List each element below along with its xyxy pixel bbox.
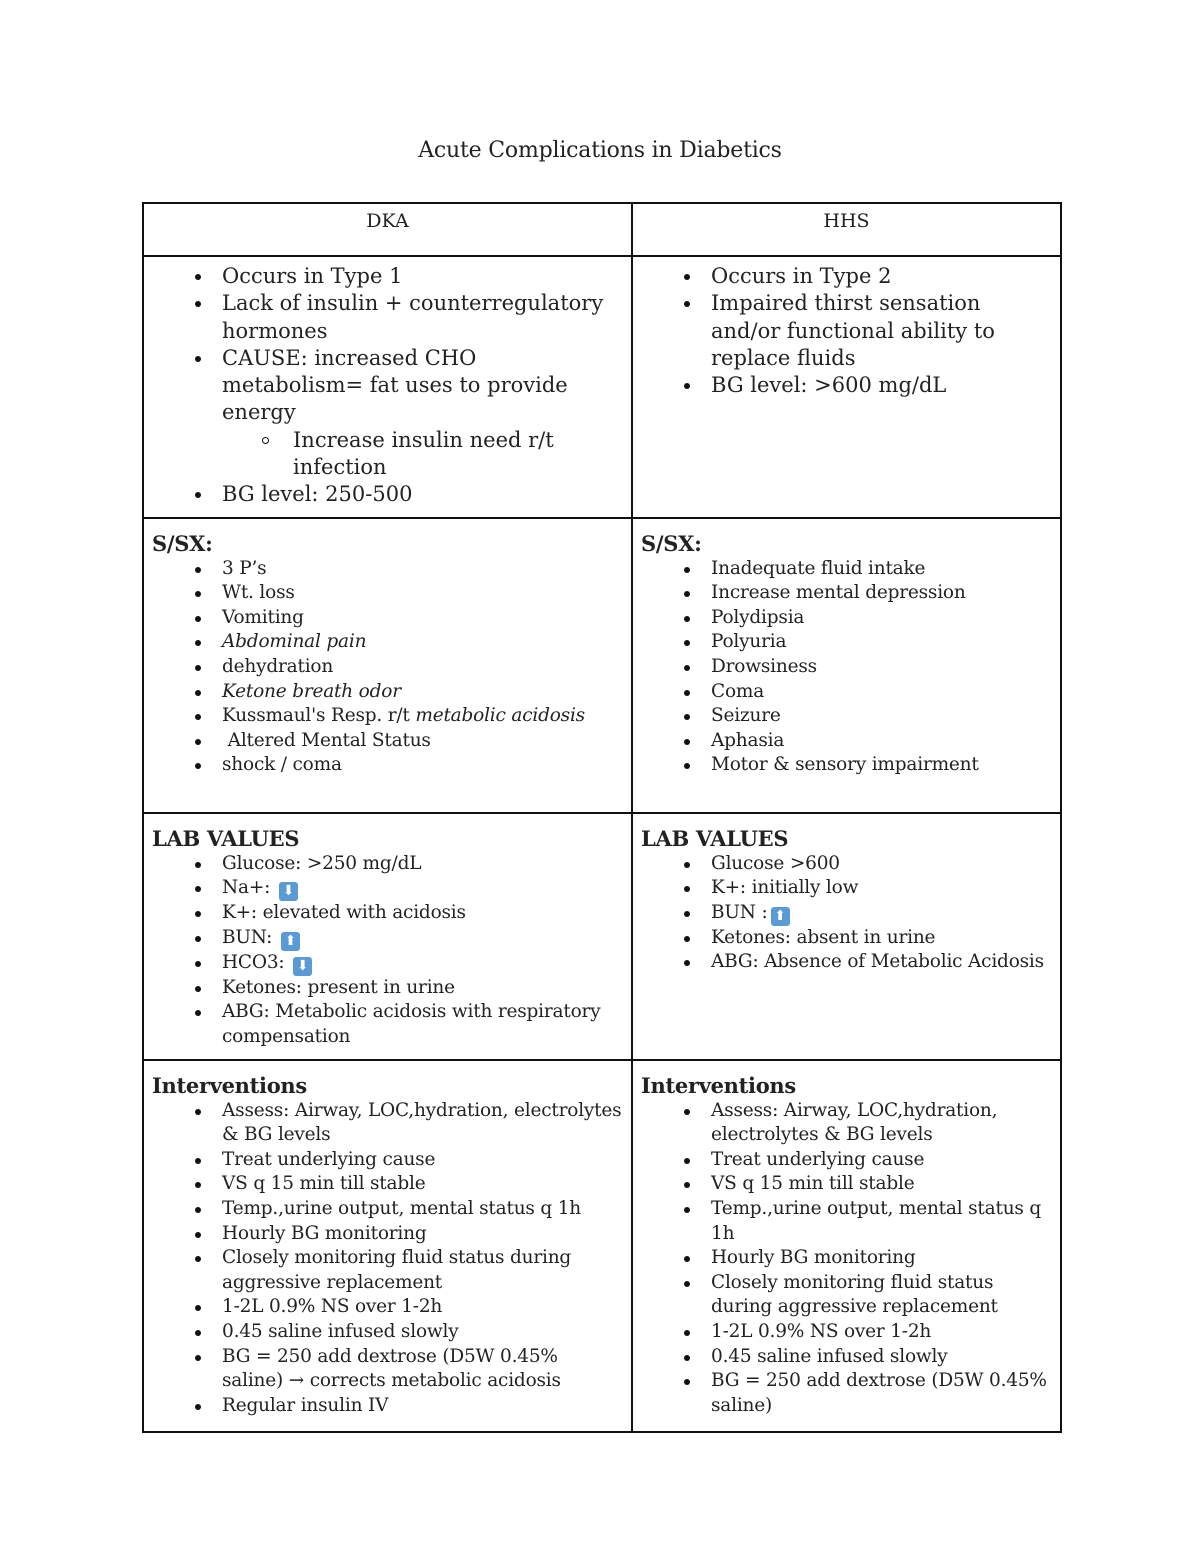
list-item: 0.45 saline infused slowly [641, 1345, 1052, 1370]
item-text: BUN : [711, 901, 768, 923]
list-item: Occurs in Type 1 [152, 263, 623, 290]
list-item [641, 901, 1052, 926]
list-item: Glucose: >250 mg/dL [152, 852, 623, 877]
item-text: HCO3: [222, 951, 291, 973]
list-item [152, 951, 623, 976]
list-item: Closely monitoring fluid status during aggressive replacement [152, 1246, 623, 1295]
hhs-ssx-cell [632, 518, 1061, 813]
list-item: CAUSE: increased CHO metabolism= fat uses to provide energy [152, 345, 623, 427]
list-item: Ketone breath odor [152, 680, 623, 705]
hhs-labs-list [641, 852, 1052, 975]
section-title: Interventions [641, 1072, 796, 1098]
interventions-row [143, 1060, 1061, 1432]
list-item: Temp.,urine output, mental status q 1h [641, 1197, 1052, 1246]
list-item: Seizure [641, 704, 1052, 729]
section-title: S/SX: [152, 530, 213, 556]
list-item: 1-2L 0.9% NS over 1-2h [152, 1295, 623, 1320]
arrow-down-icon: ⬇ [279, 882, 298, 901]
list-item: Occurs in Type 2 [641, 263, 1052, 290]
list-item: Assess: Airway, LOC,hydration, electrolytes & BG levels [152, 1099, 623, 1148]
hhs-header: HHS [632, 203, 1061, 256]
item-text: Kussmaul's Resp. r/t [222, 705, 416, 727]
list-item: dehydration [152, 655, 623, 680]
list-item: Abdominal pain [152, 630, 623, 655]
list-item: 3 P’s [152, 557, 623, 582]
arrow-down-icon: ⬇ [293, 957, 312, 976]
section-title: LAB VALUES [152, 825, 300, 851]
dka-overview-list [152, 263, 623, 509]
list-item: Regular insulin IV [152, 1394, 623, 1419]
dka-ssx-cell [143, 518, 632, 813]
hhs-interventions-cell [632, 1060, 1061, 1432]
list-item: Ketones: present in urine [152, 976, 623, 1001]
section-title: S/SX: [641, 530, 702, 556]
list-item: Treat underlying cause [152, 1148, 623, 1173]
list-item: BG = 250 add dextrose (D5W 0.45% saline) [641, 1369, 1052, 1418]
list-item: ABG: Metabolic acidosis with respiratory compensation [152, 1000, 623, 1049]
list-item: Coma [641, 680, 1052, 705]
hhs-ssx-list [641, 557, 1052, 778]
list-item: Increase mental depression [641, 581, 1052, 606]
arrow-up-icon: ⬆ [281, 932, 300, 951]
dka-overview-cell [143, 256, 632, 518]
comparison-table [142, 202, 1062, 1433]
list-item [152, 704, 623, 729]
arrow-up-icon: ⬆ [771, 907, 790, 926]
dka-labs-cell [143, 813, 632, 1060]
section-title: Interventions [152, 1072, 307, 1098]
list-item: Hourly BG monitoring [641, 1246, 1052, 1271]
list-item: Ketones: absent in urine [641, 926, 1052, 951]
list-item: Altered Mental Status [152, 729, 623, 754]
list-item: BG level: 250-500 [152, 481, 623, 508]
section-title: LAB VALUES [641, 825, 789, 851]
hhs-overview-list [641, 263, 1052, 399]
list-item: VS q 15 min till stable [152, 1172, 623, 1197]
item-text-italic: metabolic acidosis [415, 705, 585, 727]
list-item: Drowsiness [641, 655, 1052, 680]
list-item: Polydipsia [641, 606, 1052, 631]
list-item: Polyuria [641, 630, 1052, 655]
list-item: Aphasia [641, 729, 1052, 754]
list-item: Temp.,urine output, mental status q 1h [152, 1197, 623, 1222]
list-item: Treat underlying cause [641, 1148, 1052, 1173]
hhs-overview-cell [632, 256, 1061, 518]
list-item: Lack of insulin + counterregulatory hormones [152, 290, 623, 345]
page-title: Acute Complications in Diabetics [418, 138, 782, 163]
list-item: VS q 15 min till stable [641, 1172, 1052, 1197]
list-item: BG level: >600 mg/dL [641, 372, 1052, 399]
list-item: 0.45 saline infused slowly [152, 1320, 623, 1345]
dka-interventions-list [152, 1099, 623, 1419]
hhs-interventions-list [641, 1099, 1052, 1419]
item-text: BUN: [222, 926, 278, 948]
list-item: 1-2L 0.9% NS over 1-2h [641, 1320, 1052, 1345]
hhs-labs-cell [632, 813, 1061, 1060]
list-item [152, 876, 623, 901]
dka-interventions-cell [143, 1060, 632, 1432]
dka-labs-list [152, 852, 623, 1050]
lab-values-row [143, 813, 1061, 1060]
list-item: K+: elevated with acidosis [152, 901, 623, 926]
list-item: shock / coma [152, 753, 623, 778]
list-item: Motor & sensory impairment [641, 753, 1052, 778]
list-item: ABG: Absence of Metabolic Acidosis [641, 950, 1052, 975]
list-item: Inadequate fluid intake [641, 557, 1052, 582]
header-row [143, 203, 1061, 256]
list-item: Wt. loss [152, 581, 623, 606]
list-item: K+: initially low [641, 876, 1052, 901]
dka-header: DKA [143, 203, 632, 256]
list-item: Impaired thirst sensation and/or functional ability to replace fluids [641, 290, 1052, 372]
signs-symptoms-row [143, 518, 1061, 813]
list-item: Glucose >600 [641, 852, 1052, 877]
list-item: Closely monitoring fluid status during aggressive replacement [641, 1271, 1052, 1320]
overview-row [143, 256, 1061, 518]
dka-ssx-list [152, 557, 623, 778]
list-item: BG = 250 add dextrose (D5W 0.45% saline) → corrects metabolic acidosis [152, 1345, 623, 1394]
list-item: Vomiting [152, 606, 623, 631]
list-item [152, 926, 623, 951]
list-item: Hourly BG monitoring [152, 1222, 623, 1247]
list-item: Assess: Airway, LOC,hydration, electrolytes & BG levels [641, 1099, 1052, 1148]
sub-list-item: Increase insulin need r/t infection [152, 427, 623, 482]
item-text: Na+: [222, 877, 276, 899]
